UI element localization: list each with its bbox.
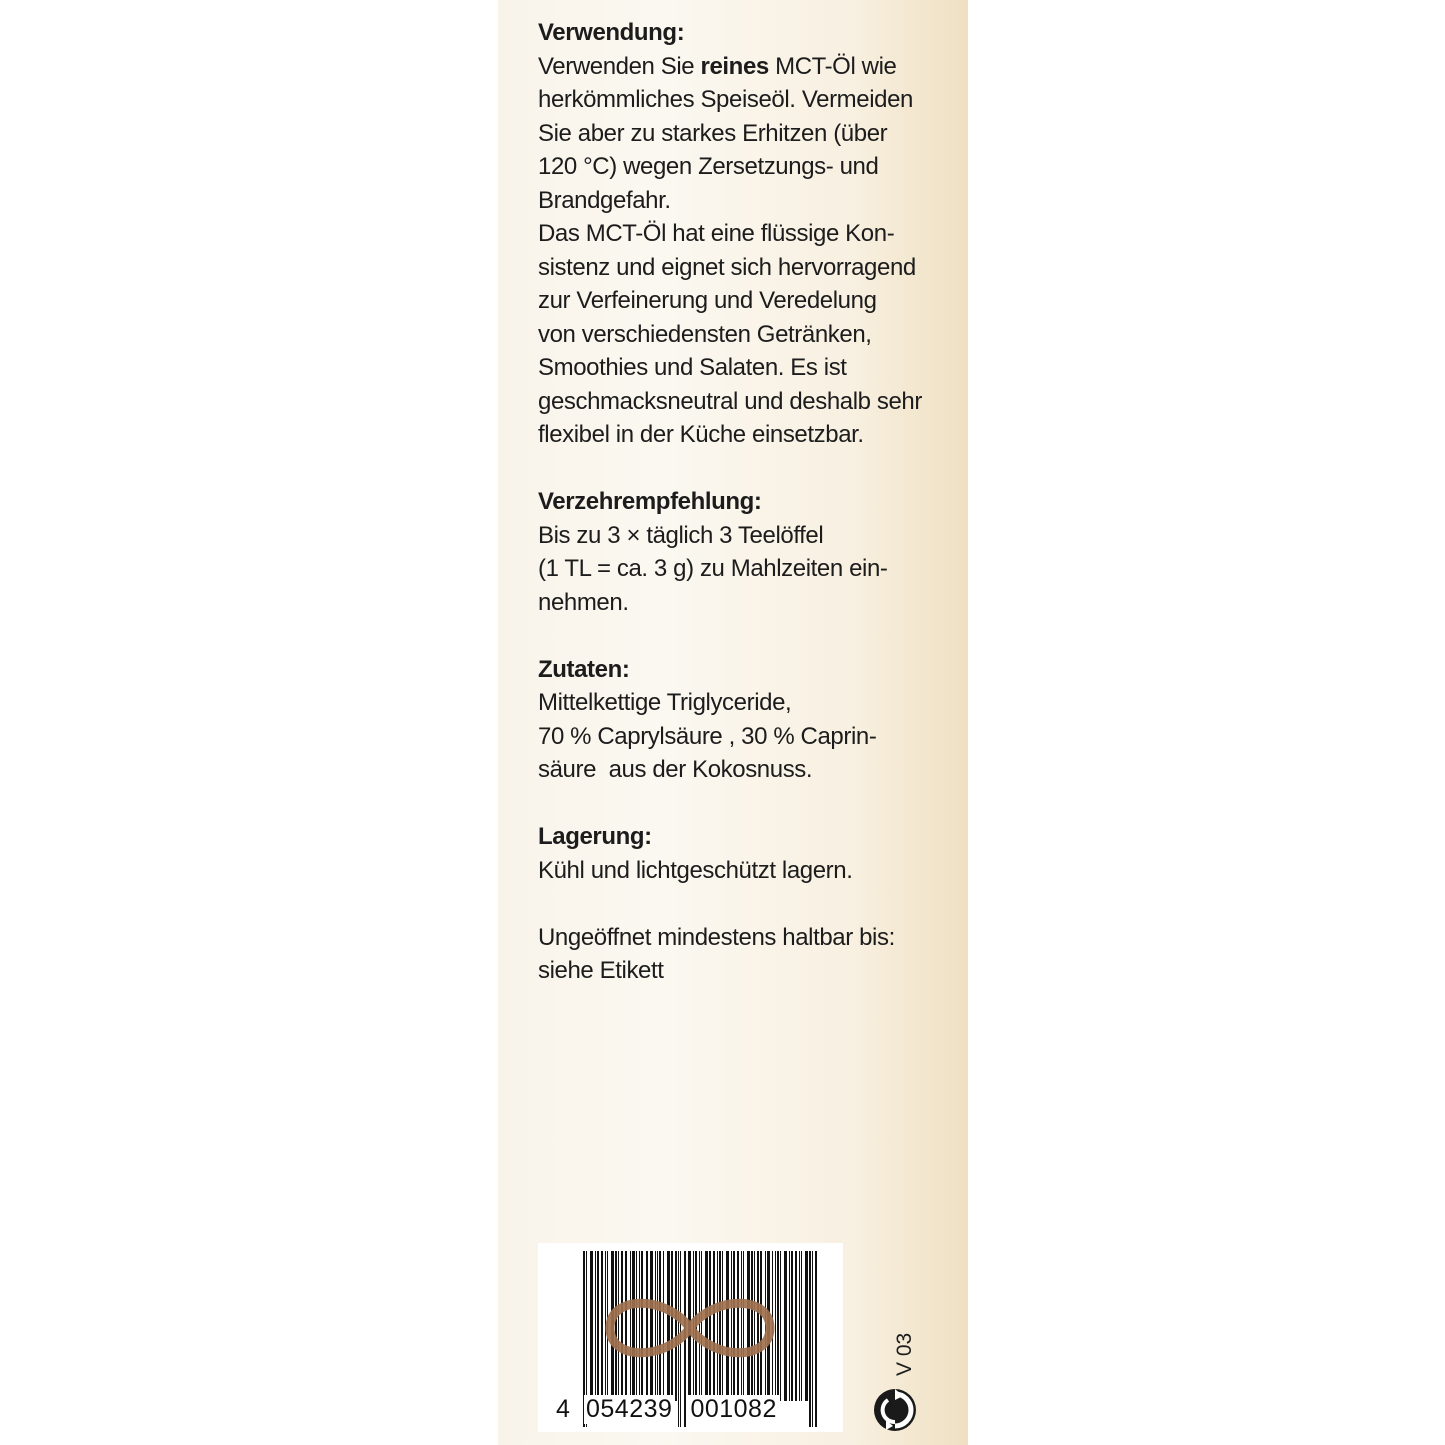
barcode-lead-digit: 4 [556, 1395, 571, 1423]
barcode-bar [655, 1251, 656, 1401]
usage-line1-suffix: MCT-Öl wie [775, 52, 897, 80]
barcode-bar [717, 1251, 718, 1401]
usage-line1-prefix: Verwenden Sie [538, 52, 695, 80]
usage-heading: Verwendung: [538, 19, 685, 46]
barcode-bar [733, 1251, 735, 1401]
barcode-digits [556, 1395, 836, 1424]
barcode-bar [630, 1251, 631, 1401]
usage-section [538, 16, 958, 452]
ingredients-line: säure aus der Kokosnuss. [538, 756, 813, 783]
barcode-bar [726, 1251, 729, 1401]
ingredients-line: Mittelkettige Triglyceride, [538, 689, 792, 716]
barcode-bar [719, 1251, 721, 1401]
barcode-bar [636, 1251, 637, 1401]
barcode-bar [671, 1251, 673, 1401]
barcode [538, 1243, 843, 1432]
barcode-group-1: 054239 [586, 1395, 673, 1423]
barcode-bar [659, 1251, 661, 1401]
barcode-bar [595, 1251, 596, 1401]
barcode-bar [747, 1251, 750, 1401]
barcode-bar [618, 1251, 619, 1401]
usage-line: von verschiedensten Getränken, [538, 320, 872, 348]
usage-line: Das MCT-Öl hat eine flüssige Kon- [538, 220, 895, 247]
recommendation-section [538, 485, 958, 619]
best-before-line: siehe Etikett [538, 957, 664, 984]
version-code: V 03 [893, 1332, 916, 1376]
usage-line: Brandgefahr. [538, 186, 671, 214]
barcode-bar [743, 1251, 744, 1401]
label-text [538, 16, 958, 1021]
barcode-bar [639, 1251, 640, 1401]
barcode-bar [757, 1251, 759, 1401]
barcode-bar [789, 1251, 790, 1401]
barcode-bar [663, 1251, 664, 1401]
barcode-bar [795, 1251, 797, 1401]
barcode-bar [801, 1251, 802, 1401]
barcode-bar [799, 1251, 800, 1401]
barcode-bar [632, 1251, 635, 1401]
green-dot-recycle-icon [873, 1388, 917, 1432]
barcode-bar [657, 1251, 658, 1401]
usage-line [538, 50, 958, 84]
storage-line: Kühl und lichtgeschützt lagern. [538, 856, 853, 884]
barcode-bar [646, 1251, 648, 1401]
usage-line: herkömmliches Speiseöl. Vermeiden [538, 86, 913, 113]
barcode-bar [621, 1251, 623, 1401]
barcode-bar [713, 1251, 715, 1401]
barcode-bar [601, 1251, 603, 1401]
ingredients-section [538, 653, 958, 787]
usage-line: 120 °C) wegen Zersetzungs- und [538, 153, 879, 180]
best-before-section [538, 921, 958, 988]
barcode-bar [667, 1251, 670, 1401]
barcode-bar [777, 1251, 779, 1401]
recommendation-heading: Verzehrempfehlung: [538, 488, 762, 515]
barcode-bar [791, 1251, 793, 1401]
usage-line1-bold: reines [700, 52, 769, 80]
barcode-bar [737, 1251, 739, 1401]
barcode-bar [709, 1251, 711, 1401]
storage-section [538, 820, 958, 887]
barcode-bar [701, 1251, 702, 1401]
barcode-group-2: 001082 [690, 1395, 777, 1423]
barcode-bar [754, 1251, 755, 1401]
barcode-bar [705, 1251, 708, 1401]
barcode-bar [625, 1251, 627, 1401]
barcode-bar [722, 1251, 723, 1401]
barcode-bar [731, 1251, 732, 1401]
recommendation-line: (1 TL = ca. 3 g) zu Mahlzeiten ein- [538, 555, 888, 582]
usage-line: geschmacksneutral und deshalb sehr [538, 387, 922, 415]
usage-line: Sie aber zu starkes Erhitzen (über [538, 119, 888, 147]
best-before-line: Ungeöffnet mindestens haltbar bis: [538, 923, 895, 951]
ingredients-line: 70 % Caprylsäure , 30 % Caprin- [538, 722, 877, 750]
barcode-bar [597, 1251, 599, 1401]
barcode-bar [641, 1251, 643, 1401]
barcode-bar [650, 1251, 653, 1401]
barcode-bar [741, 1251, 742, 1401]
storage-heading: Lagerung: [538, 823, 652, 850]
barcode-bar [590, 1251, 593, 1401]
usage-line: Smoothies und Salaten. Es ist [538, 354, 847, 381]
barcode-bar [675, 1251, 677, 1401]
barcode-bar [784, 1251, 787, 1401]
usage-line: flexibel in der Küche einsetzbar. [538, 421, 864, 448]
barcode-bar [615, 1251, 617, 1401]
barcode-bar [775, 1251, 776, 1401]
barcode-bar [699, 1251, 700, 1401]
barcode-bar [780, 1251, 781, 1401]
barcode-bar [805, 1251, 808, 1401]
usage-line: zur Verfeinerung und Veredelung [538, 287, 877, 314]
usage-line: sistenz und eignet sich hervorragend [538, 253, 916, 281]
ingredients-heading: Zutaten: [538, 655, 630, 683]
barcode-bar [760, 1251, 762, 1401]
recommendation-line: Bis zu 3 × täglich 3 Teelöffel [538, 521, 824, 549]
recommendation-line: nehmen. [538, 588, 629, 616]
barcode-bar [751, 1251, 753, 1401]
